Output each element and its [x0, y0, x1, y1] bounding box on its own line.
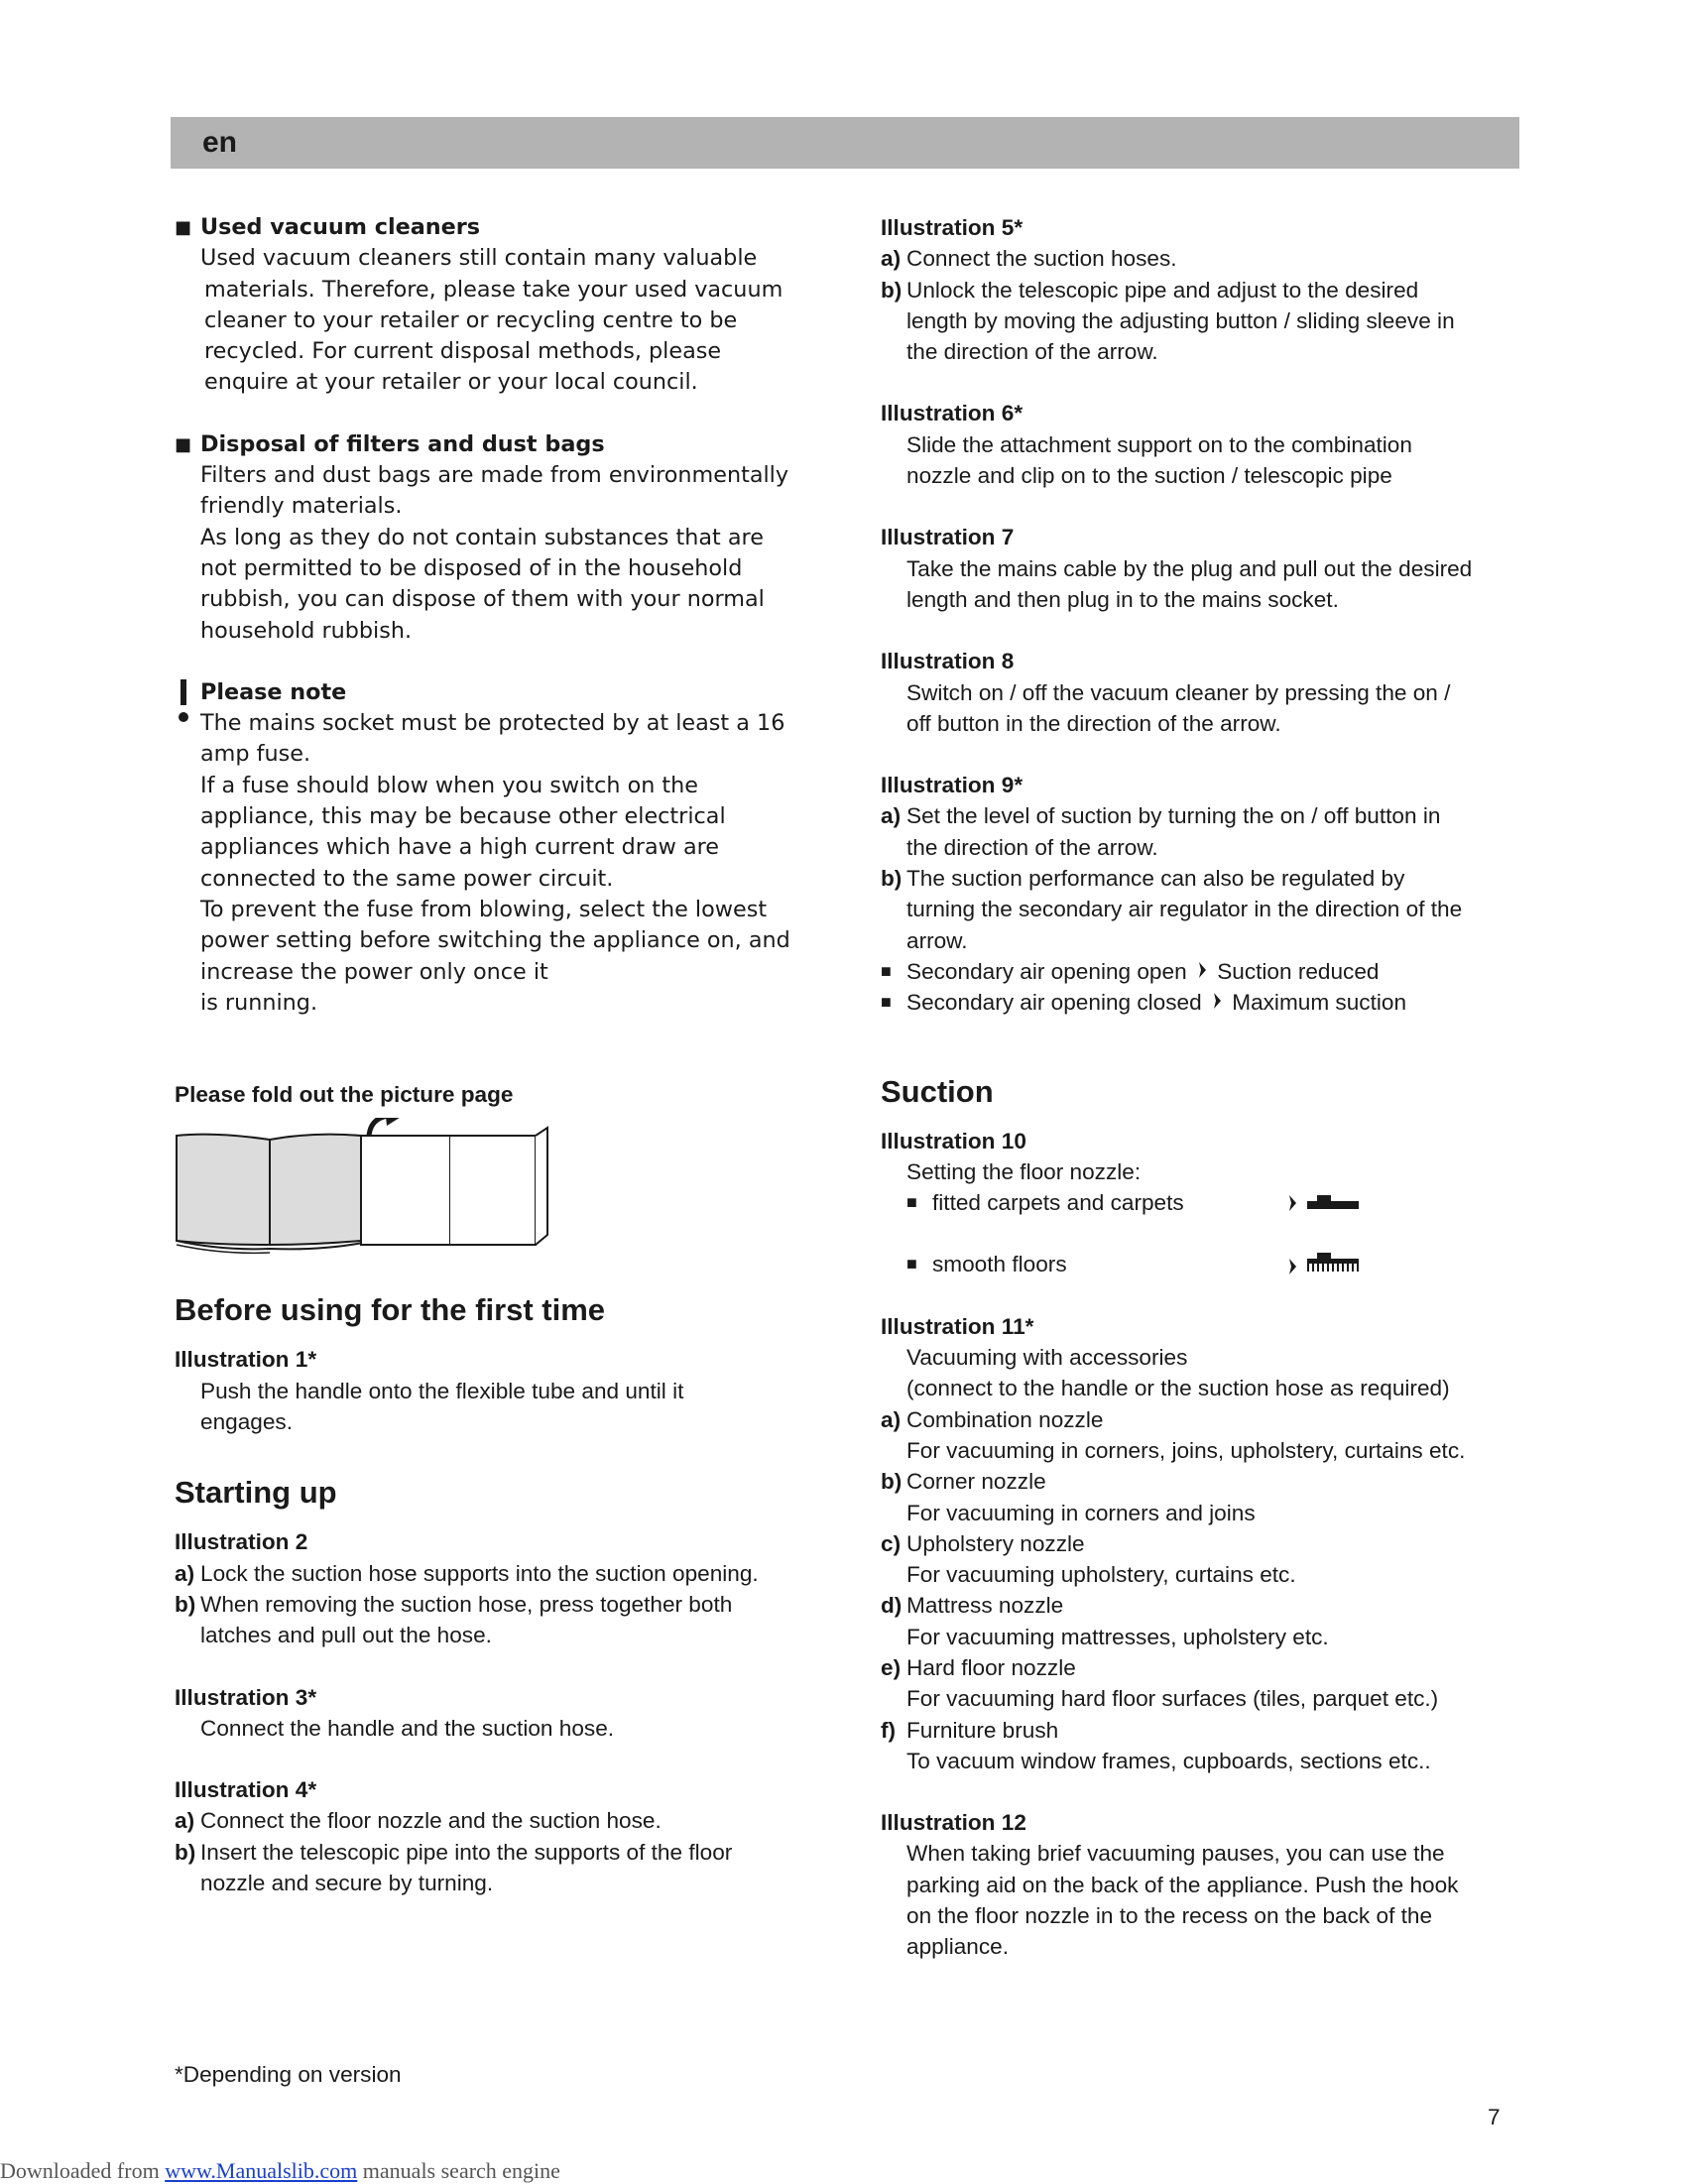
item-label: a) [175, 1560, 195, 1586]
illustration-7-line: Take the mains cable by the plug and pull out the desired [906, 555, 1473, 581]
accessory-item [881, 1590, 1535, 1652]
illustration-5-item-a [881, 243, 1535, 274]
item-line: Connect the suction hoses. [906, 246, 1177, 272]
please-note-line: appliance, this may be because other electrical [200, 803, 726, 830]
illustration-11-intro: Vacuuming with accessories [906, 1345, 1188, 1371]
item-line: length by moving the adjusting button / sliding sleeve in [906, 307, 1455, 333]
please-note-title: Please note [200, 678, 347, 705]
illustration-11-title: Illustration 11* [881, 1313, 1034, 1339]
illustration-4-item-a [175, 1805, 829, 1836]
nozzle-brush-setting-icon [1287, 1251, 1386, 1278]
item-line: the direction of the arrow. [906, 339, 1158, 365]
left-column [175, 212, 829, 1898]
disposal-line: As long as they do not contain substances that are [200, 524, 764, 550]
accessory-item [881, 1652, 1535, 1715]
before-first-use-heading: Before using for the first time [175, 1292, 606, 1328]
illustration-6-title: Illustration 6* [881, 401, 1024, 426]
disposal-line: rubbish, you can dispose of them with your normal [200, 586, 765, 613]
item-line: arrow. [906, 927, 968, 953]
illustration-11-intro: (connect to the handle or the suction hose as required) [906, 1376, 1450, 1401]
item-line: Set the level of suction by turning the on / off button in [906, 803, 1441, 829]
illustration-2-item-b [175, 1589, 829, 1651]
please-note-line: connected to the same power circuit. [200, 865, 614, 892]
nozzle-setting-label: ■ smooth floors [906, 1249, 1535, 1279]
please-note-line: power setting before switching the appliance on, and [200, 927, 790, 954]
illustration-10-intro: Setting the floor nozzle: [906, 1158, 1142, 1184]
please-note-line: If a fuse should blow when you switch on the [200, 772, 699, 798]
disposal-line: Filters and dust bags are made from environmentally [200, 462, 789, 489]
accessory-description: For vacuuming hard floor surfaces (tiles, parquet etc.) [906, 1686, 1439, 1712]
download-footer [0, 2158, 560, 2184]
accessory-item [881, 1404, 1535, 1467]
accessory-item [881, 1466, 1535, 1528]
language-code: en [202, 126, 238, 159]
used-vacuum-line: recycled. For current disposal methods, please [204, 338, 722, 365]
nozzle-setting-label: ■ fitted carpets and carpets [906, 1187, 1535, 1218]
illustration-7-title: Illustration 7 [881, 525, 1015, 550]
used-vacuum-line: materials. Therefore, please take your used vacuum [204, 276, 783, 303]
disposal-line: friendly materials. [200, 493, 403, 520]
used-vacuum-title: ■ Used vacuum cleaners [175, 212, 829, 243]
accessory-description: For vacuuming in corners, joins, upholstery, curtains etc. [906, 1437, 1466, 1463]
please-note-section [175, 677, 829, 1019]
secondary-air-closed-item [881, 987, 1535, 1018]
item-line: nozzle and secure by turning. [200, 1870, 494, 1895]
item-label: b) [175, 1839, 196, 1865]
item-line: latches and pull out the hose. [200, 1623, 492, 1648]
download-prefix: Downloaded from [0, 2158, 166, 2183]
disposal-title: ■ Disposal of filters and dust bags [175, 429, 829, 460]
item-label: b) [175, 1591, 196, 1617]
please-note-line: is running. [200, 989, 318, 1016]
exclamation-icon [177, 679, 190, 723]
illustration-8-line: Switch on / off the vacuum cleaner by pressing the on / [906, 679, 1451, 705]
item-line: When removing the suction hose, press together both [200, 1591, 733, 1617]
illustration-5-title: Illustration 5* [881, 215, 1024, 240]
disposal-section [175, 429, 829, 647]
illustration-3-line: Connect the handle and the suction hose. [200, 1715, 615, 1741]
item-label: a) [881, 246, 902, 272]
illustration-9-item-b [881, 863, 1535, 956]
accessory-name: Mattress nozzle [906, 1593, 1064, 1619]
suction-heading: Suction [881, 1073, 994, 1109]
illustration-12-title: Illustration 12 [881, 1810, 1026, 1836]
illustration-12-line: on the floor nozzle in to the recess on the back of the [906, 1903, 1433, 1929]
illustration-1-title: Illustration 1* [175, 1347, 317, 1373]
illustration-3-title: Illustration 3* [175, 1684, 317, 1710]
accessory-description: For vacuuming mattresses, upholstery etc. [906, 1624, 1329, 1649]
please-note-line: appliances which have a high current draw are [200, 834, 720, 861]
illustration-8-title: Illustration 8 [881, 649, 1015, 674]
item-line: turning the secondary air regulator in the direction of the [906, 897, 1463, 922]
illustration-4-item-b [175, 1837, 829, 1899]
secondary-air-open-item [881, 956, 1535, 987]
accessory-name: Corner nozzle [906, 1469, 1046, 1495]
fold-out-book-illustration [175, 1118, 551, 1257]
illustration-8-line: off button in the direction of the arrow. [906, 710, 1281, 736]
item-label: f) [881, 1717, 897, 1743]
starting-up-heading: Starting up [175, 1475, 337, 1511]
accessory-item [881, 1528, 1535, 1591]
bullet-text: Secondary air opening open [906, 958, 1187, 984]
item-label: b) [881, 277, 903, 303]
result-arrow-icon [1197, 961, 1207, 979]
illustration-7-line: length and then plug in to the mains socket. [906, 586, 1339, 612]
item-line: Insert the telescopic pipe into the supports of the floor [200, 1839, 733, 1865]
used-vacuum-line: enquire at your retailer or your local council. [204, 369, 698, 396]
illustration-5-item-b [881, 275, 1535, 368]
accessory-name: Hard floor nozzle [906, 1654, 1076, 1680]
item-label: b) [881, 1469, 903, 1495]
please-note-line: The mains socket must be protected by at least a 16 [200, 710, 785, 737]
please-note-line: increase the power only once it [200, 958, 548, 985]
item-line: Connect the floor nozzle and the suction hose. [200, 1808, 662, 1834]
item-line: the direction of the arrow. [906, 834, 1158, 860]
item-line: The suction performance can also be regulated by [906, 866, 1405, 892]
item-label: c) [881, 1530, 902, 1556]
illustration-6-line: nozzle and clip on to the suction / telescopic pipe [906, 463, 1392, 489]
please-note-line: amp fuse. [200, 741, 311, 768]
nozzle-setting-smooth-floors [881, 1249, 1535, 1279]
nozzle-setting-carpets [881, 1187, 1535, 1218]
illustration-12-line: parking aid on the back of the appliance. Push the hook [906, 1872, 1459, 1897]
disposal-line: not permitted to be disposed of in the household [200, 554, 743, 581]
nozzle-carpet-setting-icon [1287, 1189, 1386, 1217]
bullet-text: Secondary air opening closed [906, 990, 1202, 1016]
illustration-4-title: Illustration 4* [175, 1777, 317, 1803]
accessory-item [881, 1715, 1535, 1777]
illustration-12-line: When taking brief vacuuming pauses, you can use the [906, 1841, 1445, 1867]
illustration-12-line: appliance. [906, 1934, 1010, 1960]
language-bar [171, 117, 1519, 169]
item-label: a) [881, 803, 902, 829]
illustration-1-line: Push the handle onto the flexible tube and until it [200, 1378, 684, 1403]
illustration-9-title: Illustration 9* [881, 773, 1024, 798]
illustration-1-line: engages. [200, 1409, 293, 1435]
disposal-line: household rubbish. [200, 617, 413, 644]
item-label: e) [881, 1654, 902, 1680]
item-label: d) [881, 1593, 903, 1619]
illustration-6-line: Slide the attachment support on to the combination [906, 431, 1412, 457]
item-line: Lock the suction hose supports into the suction opening. [200, 1560, 759, 1586]
item-label: a) [175, 1808, 195, 1834]
manualslib-link[interactable]: www.Manualslib.com [165, 2158, 358, 2183]
accessory-description: For vacuuming upholstery, curtains etc. [906, 1562, 1296, 1588]
item-line: Unlock the telescopic pipe and adjust to the desired [906, 277, 1419, 303]
fold-out-title: Please fold out the picture page [175, 1082, 514, 1108]
illustration-2-title: Illustration 2 [175, 1529, 308, 1555]
used-vacuum-line: Used vacuum cleaners still contain many valuable [200, 245, 758, 272]
footnote: *Depending on version [175, 2062, 402, 2087]
accessory-name: Combination nozzle [906, 1406, 1104, 1432]
please-note-line: To prevent the fuse from blowing, select the lowest [200, 896, 768, 922]
item-label: a) [881, 1406, 902, 1432]
bullet-result: Suction reduced [1217, 958, 1380, 984]
right-column [881, 212, 1535, 1963]
item-label: b) [881, 866, 903, 892]
result-arrow-icon [1212, 992, 1222, 1010]
accessory-name: Upholstery nozzle [906, 1530, 1085, 1556]
accessory-description: For vacuuming in corners and joins [906, 1500, 1256, 1525]
bullet-result: Maximum suction [1232, 990, 1407, 1016]
accessory-name: Furniture brush [906, 1717, 1059, 1743]
accessory-description: To vacuum window frames, cupboards, sections etc.. [906, 1748, 1431, 1773]
illustration-9-item-a [881, 800, 1535, 863]
used-vacuum-line: cleaner to your retailer or recycling centre to be [204, 306, 738, 333]
used-vacuum-section [175, 212, 829, 399]
download-suffix: manuals search engine [357, 2158, 560, 2183]
page-number: 7 [1488, 2105, 1501, 2129]
illustration-10-title: Illustration 10 [881, 1128, 1026, 1153]
illustration-2-item-a [175, 1558, 829, 1589]
